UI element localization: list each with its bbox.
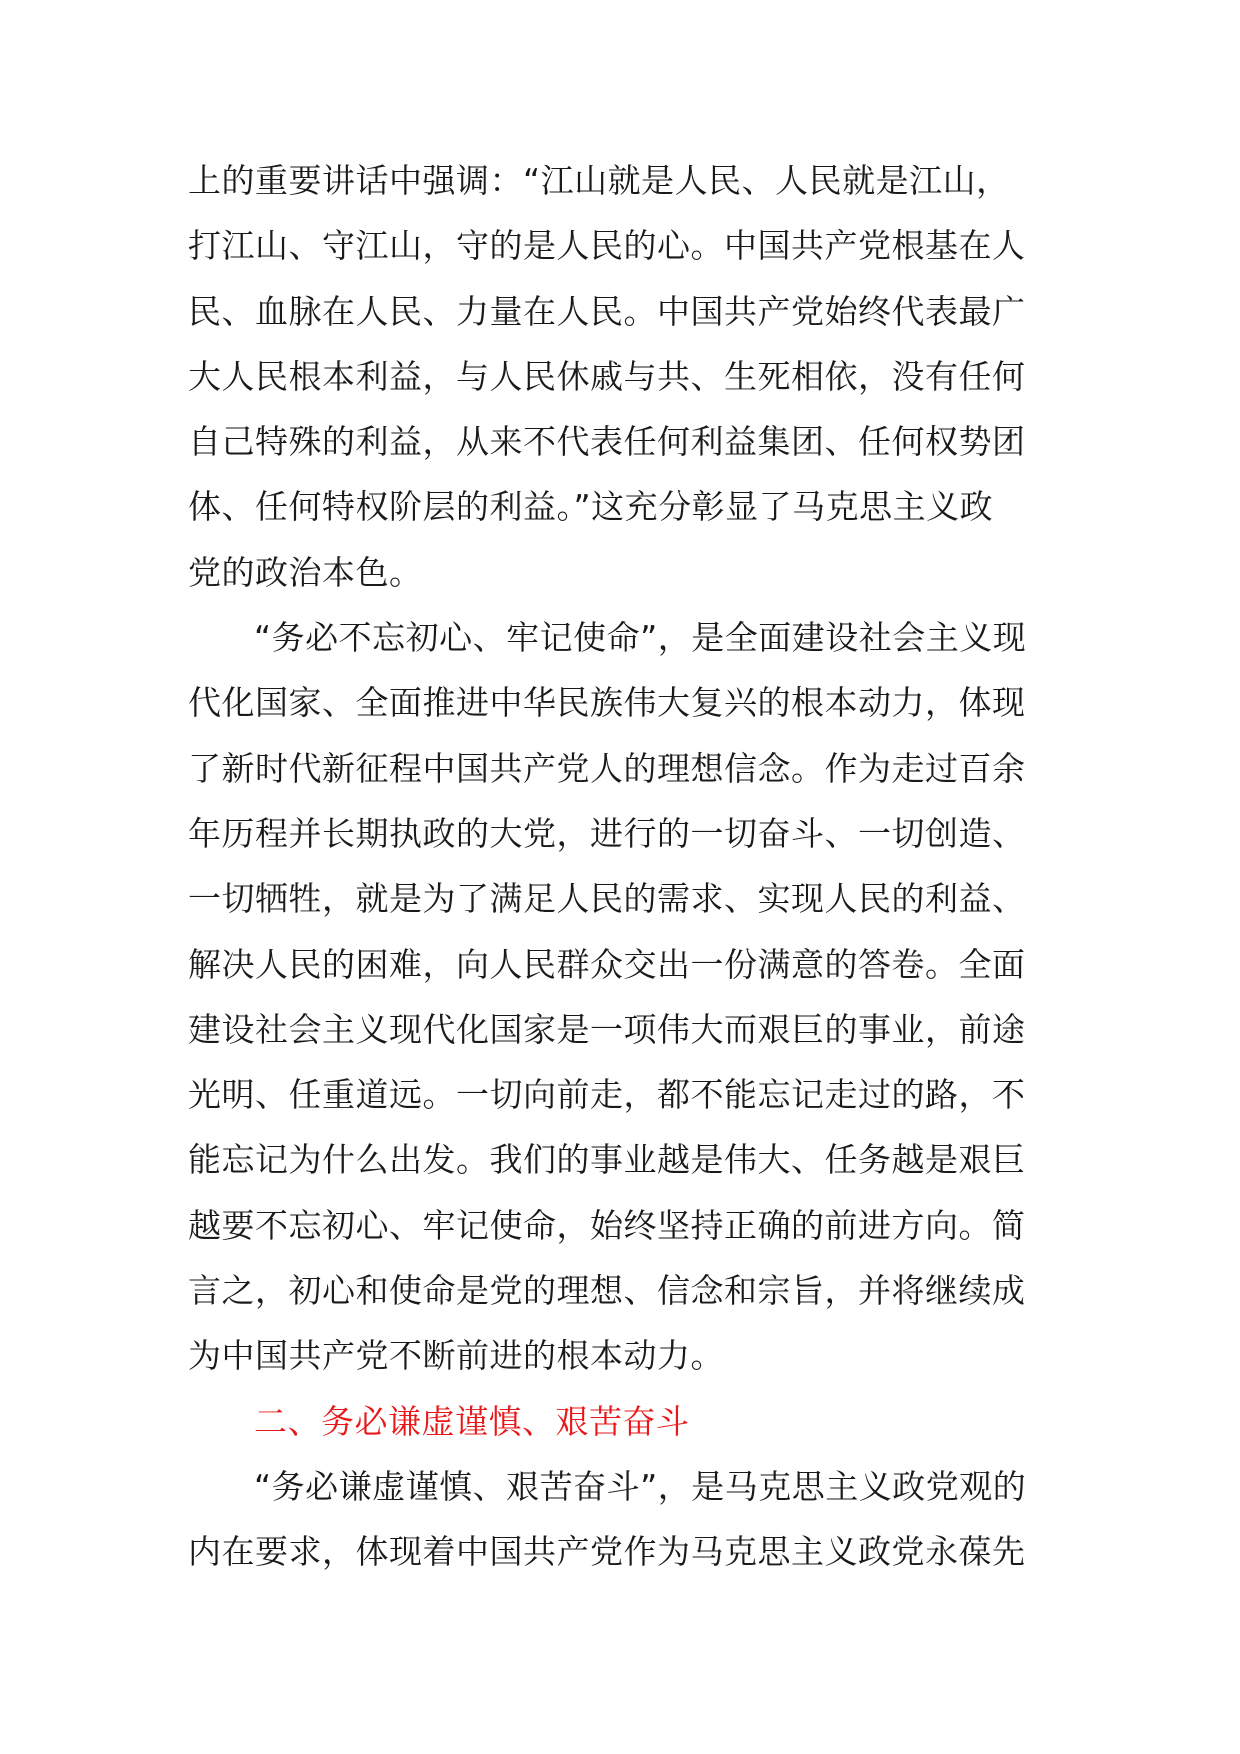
document-body (188, 148, 1056, 1585)
section-heading (188, 1389, 1056, 1454)
paragraph-1 (188, 148, 1056, 605)
paragraph-line: 解决人民的困难，向人民群众交出一份满意的答卷。全面 (188, 944, 1026, 984)
paragraph-line: 年历程并长期执政的大党，进行的一切奋斗、一切创造、 (188, 813, 1026, 853)
paragraph-3 (188, 1454, 1056, 1585)
paragraph-line: 能忘记为什么出发。我们的事业越是伟大、任务越是艰巨 (188, 1140, 1026, 1180)
paragraph-line: 越要不忘初心、牢记使命，始终坚持正确的前进方向。简 (188, 1205, 1026, 1245)
paragraph-line: 打江山、守江山，守的是人民的心。中国共产党根基在人 (188, 226, 1026, 266)
paragraph-line: 代化国家、全面推进中华民族伟大复兴的根本动力，体现 (188, 683, 1026, 723)
paragraph-line: “务必不忘初心、牢记使命”，是全面建设社会主义现 (254, 618, 1027, 658)
paragraph-line: 内在要求，体现着中国共产党作为马克思主义政党永葆先 (188, 1532, 1026, 1572)
paragraph-line: 言之，初心和使命是党的理想、信念和宗旨，并将继续成 (188, 1271, 1026, 1311)
paragraph-line: 上的重要讲话中强调：“江山就是人民、人民就是江山， (188, 161, 1010, 200)
paragraph-2 (188, 605, 1056, 1389)
paragraph-line: 党的政治本色。 (188, 552, 423, 592)
paragraph-line: 民、血脉在人民、力量在人民。中国共产党始终代表最广 (188, 291, 1026, 331)
paragraph-line: “务必谦虚谨慎、艰苦奋斗”，是马克思主义政党观的 (254, 1466, 1027, 1506)
paragraph-line: 光明、任重道远。一切向前走，都不能忘记走过的路，不 (188, 1075, 1026, 1115)
section-heading-text: 二、务必谦虚谨慎、艰苦奋斗 (254, 1401, 690, 1441)
paragraph-line: 自己特殊的利益，从来不代表任何利益集团、任何权势团 (188, 422, 1026, 462)
paragraph-line: 体、任何特权阶层的利益。”这充分彰显了马克思主义政 (188, 487, 994, 527)
paragraph-line: 大人民根本利益，与人民休戚与共、生死相依，没有任何 (188, 356, 1026, 396)
paragraph-line: 一切牺牲，就是为了满足人民的需求、实现人民的利益、 (188, 879, 1026, 919)
paragraph-line: 为中国共产党不断前进的根本动力。 (188, 1336, 724, 1376)
paragraph-line: 建设社会主义现代化国家是一项伟大而艰巨的事业，前途 (188, 1009, 1026, 1049)
paragraph-line: 了新时代新征程中国共产党人的理想信念。作为走过百余 (188, 748, 1026, 788)
